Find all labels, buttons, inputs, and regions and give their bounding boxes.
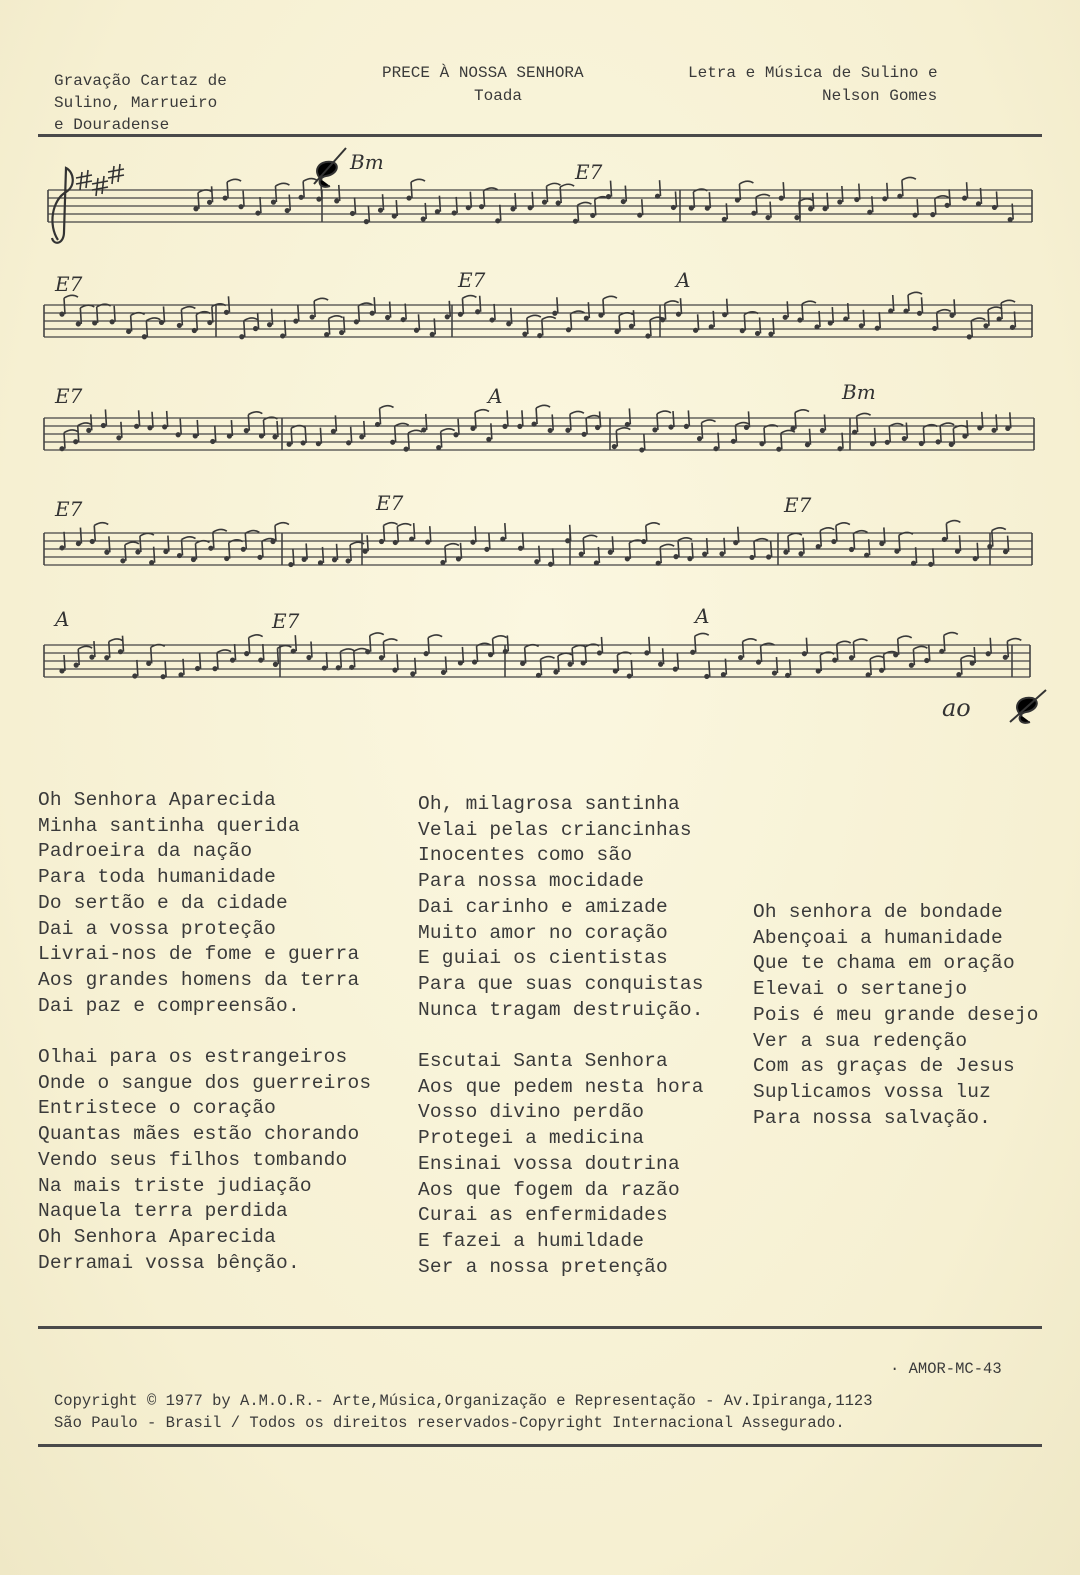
chord-s2-1: E7	[55, 272, 83, 296]
staff-1-notes	[194, 177, 1013, 223]
chord-s1-1: Bm	[350, 150, 384, 174]
lyrics-column-2: Oh, milagrosa santinha Velai pelas criancinhas Inocentes como são Para nossa mocidade Dai carinho e amizade Muito amor no coração E guiai os cientistas Para que suas conquistas Nunca tragam destruição. Escutai Santa Senhora Aos que pedem nesta hora Vosso divino perdão Protegei a medicina Ensinai vossa doutrina Aos que fogem da razão Curai as enfermidades E fazei a humildade Ser a nossa pretenção	[418, 793, 704, 1278]
chord-s5-1: A	[55, 607, 70, 631]
footer-rule-bottom	[38, 1444, 1042, 1447]
author-credit-line-2: Nelson Gomes	[822, 87, 938, 105]
chord-s4-1: E7	[55, 497, 83, 521]
chord-s3-3: Bm	[842, 380, 876, 404]
chord-s3-2: A	[488, 384, 503, 408]
staff-3-notes	[60, 405, 1011, 451]
chord-s1-2: E7	[575, 160, 603, 184]
song-title: PRECE À NOSSA SENHORA	[382, 64, 584, 82]
staff-3	[44, 418, 1034, 450]
lyrics-column-3: Oh senhora de bondade Abençoai a humanidade Que te chama em oração Elevai o sertanejo Pois é meu grande desejo Ver a sua redenção Com as graças de Jesus Suplicamos vossa luz Para nossa salvação.	[753, 901, 1039, 1129]
copyright-line-1: Copyright © 1977 by A.M.O.R.- Arte,Música,Organização e Representação - Av.Ipiranga,1123	[54, 1392, 873, 1410]
staff-2-notes	[60, 292, 1015, 338]
staff-2	[44, 305, 1032, 337]
segno-sign-end	[1010, 690, 1046, 723]
chord-s2-3: A	[676, 268, 691, 292]
recording-credit-line-2: Sulino, Marrueiro	[54, 94, 218, 112]
footer-rule-top	[38, 1326, 1042, 1329]
staff-5-notes	[60, 633, 1021, 679]
copyright-line-2: São Paulo - Brasil / Todos os direitos reservados-Copyright Internacional Assegurado.	[54, 1414, 845, 1432]
catalog-code: · AMOR-MC-43	[890, 1360, 1002, 1378]
chord-s2-2: E7	[458, 268, 486, 292]
chord-s5-3: A	[695, 604, 710, 628]
lyrics-column-1: Oh Senhora Aparecida Minha santinha querida Padroeira da nação Para toda humanidade Do sertão e da cidade Dai a vossa proteção Livrai-nos de fome e guerra Aos grandes homens da terra Dai paz e compreensão. Olhai para os estrangeiros Onde o sangue dos guerreiros Entristece o coração Quantas mães estão chorando Vendo seus filhos tombando Na mais triste judiação Naquela terra perdida Oh Senhora Aparecida Derramai vossa bênção.	[38, 789, 372, 1274]
chord-s4-3: E7	[784, 493, 812, 517]
song-genre: Toada	[474, 87, 523, 105]
chord-s4-2: E7	[376, 491, 404, 515]
staff-4-notes	[60, 521, 1008, 567]
recording-credit-line-3: e Douradense	[54, 116, 170, 134]
chord-s3-1: E7	[55, 384, 83, 408]
key-signature-sharps	[76, 164, 124, 196]
segno-sign-start	[314, 148, 346, 187]
recording-credit-line-1: Gravação Cartaz de	[54, 72, 227, 90]
ending-mark: ao	[942, 694, 971, 722]
chord-s5-2: E7	[272, 609, 300, 633]
music-score	[0, 0, 1080, 760]
staff-1	[48, 190, 1032, 222]
author-credit-line-1: Letra e Música de Sulino e	[688, 64, 938, 82]
